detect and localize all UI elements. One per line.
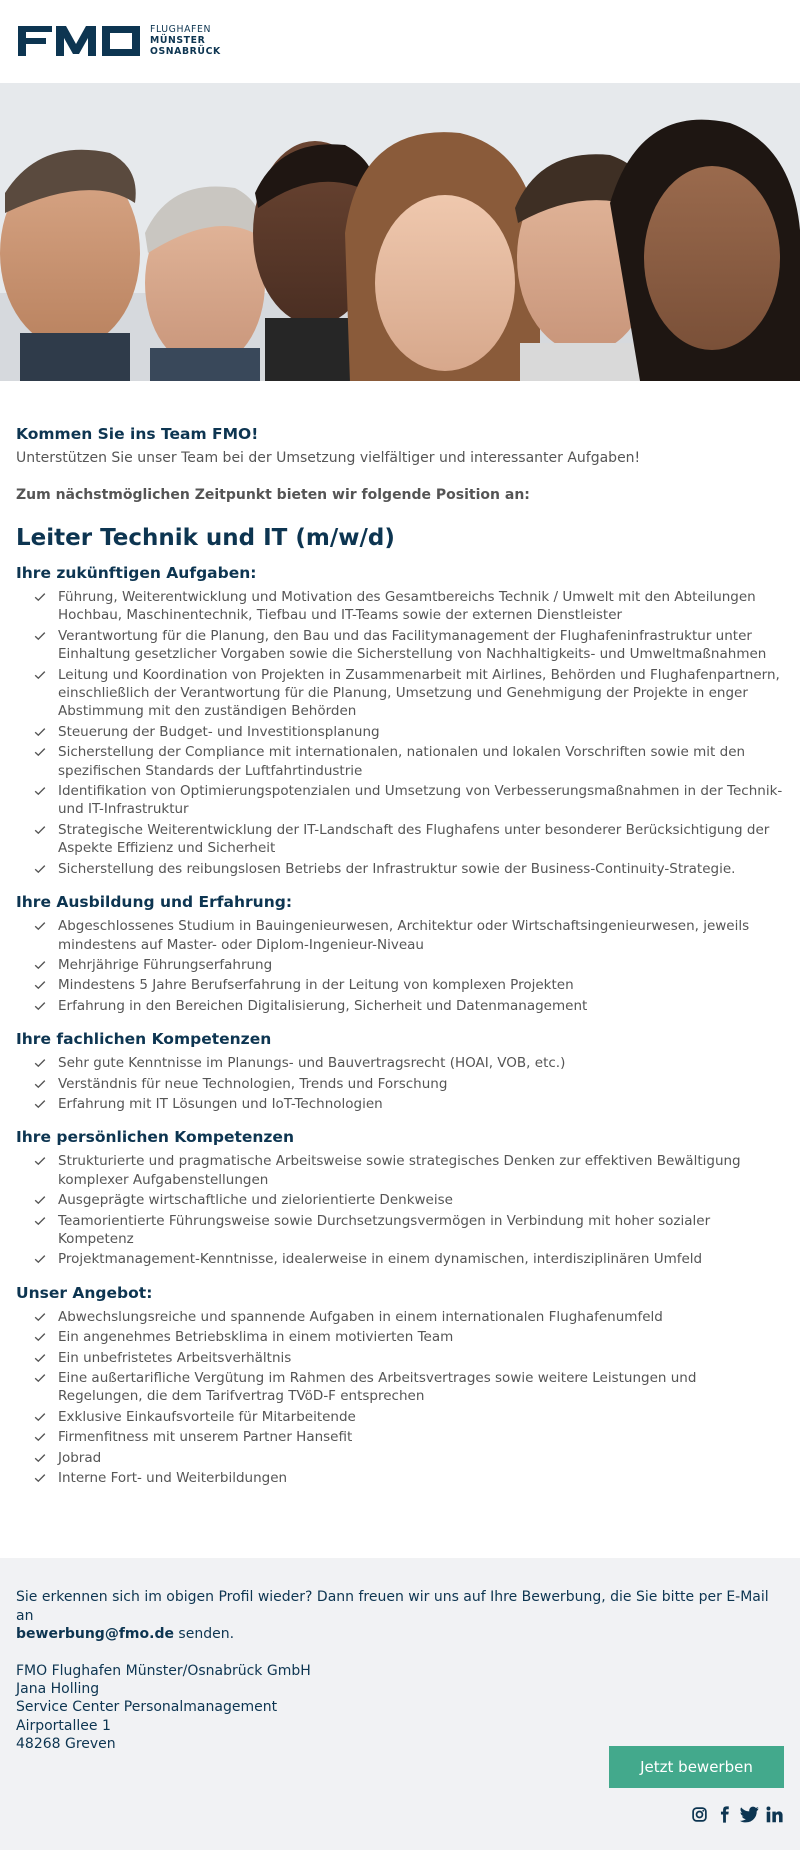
list-item: [16, 956, 786, 974]
check-icon: [34, 668, 46, 680]
logo-text: [150, 24, 221, 57]
check-icon: [34, 1154, 46, 1166]
list-item-text: Identifikation von Optimierungspotenzialen und Umsetzung von Verbesserungsmaßnahmen in der Technik- und IT-Infrastruktur: [58, 783, 783, 818]
check-icon: [34, 1097, 46, 1109]
list-item: [16, 1250, 786, 1268]
list-item: [16, 1152, 786, 1189]
check-icon: [34, 823, 46, 835]
list-item-text: Sicherstellung der Compliance mit internationalen, nationalen und lokalen Vorschriften sowie mit den spezifischen Standards der Luftfahrtindustrie: [58, 744, 746, 779]
list-item-text: Ein unbefristetes Arbeitsverhältnis: [58, 1349, 292, 1366]
list-item-text: Ausgeprägte wirtschaftliche und zielorientierte Denkweise: [58, 1192, 453, 1209]
check-icon: [34, 629, 46, 641]
section-title: Ihre fachlichen Kompetenzen: [16, 1030, 272, 1049]
list-item-text: Leitung und Koordination von Projekten in Zusammenarbeit mit Airlines, Behörden und Flughafenpartnern, einschließlich der Verantwortung für die Planung, Umsetzung und Genehmigung der Projekte in enger Abstimmung mit den zuständigen Behörden: [58, 666, 780, 720]
facebook-icon[interactable]: [715, 1805, 734, 1824]
list-item: [16, 743, 786, 780]
list-item: [16, 627, 786, 664]
list-item: [16, 1369, 786, 1406]
list-item-text: Sicherstellung des reibungslosen Betriebs der Infrastruktur sowie der Business-Continuity-Strategie.: [58, 860, 736, 877]
list-item: [16, 1349, 786, 1367]
list-item-text: Verantwortung für die Planung, den Bau und das Facilitymanagement der Flughafeninfrastruktur unter Einhaltung gesetzlicher Vorgaben sowie die Sicherstellung von Nachhaltigkeits- und Umweltmaßnahmen: [58, 627, 767, 663]
list-item: [16, 860, 786, 878]
intro-text: Unterstützen Sie unser Team bei der Umsetzung vielfältiger und interessanter Aufgaben!: [16, 450, 641, 466]
list-item-text: Ein angenehmes Betriebsklima in einem motivierten Team: [58, 1329, 454, 1346]
check-icon: [34, 590, 46, 602]
check-icon: [34, 919, 46, 931]
list-item-text: Eine außertarifliche Vergütung im Rahmen des Arbeitsvertrages sowie weitere Leistungen und Regelungen, die dem Tarifvertrag TVöD-F entsprechen: [58, 1370, 697, 1405]
address-block: [16, 1662, 786, 1754]
list-item: [16, 1095, 786, 1113]
check-icon: [34, 1193, 46, 1205]
section-list: [16, 1152, 786, 1268]
list-item: [16, 782, 786, 819]
check-icon: [34, 1056, 46, 1068]
list-item-text: Steuerung der Budget- und Investitionsplanung: [58, 723, 380, 740]
sections-container: [16, 563, 786, 1487]
check-icon: [34, 1310, 46, 1322]
section-list: [16, 1308, 786, 1488]
address-person: Jana Holling: [16, 1680, 100, 1697]
list-item-text: Abwechslungsreiche und spannende Aufgaben in einem internationalen Flughafenumfeld: [58, 1308, 663, 1325]
address-street: Airportallee 1: [16, 1717, 111, 1734]
section-title: Ihre Ausbildung und Erfahrung:: [16, 893, 293, 912]
section-list: [16, 1054, 786, 1113]
list-item-text: Sehr gute Kenntnisse im Planungs- und Bauvertragsrecht (HOAI, VOB, etc.): [58, 1055, 566, 1072]
list-item: [16, 821, 786, 858]
check-icon: [34, 1330, 46, 1342]
intro-title: Kommen Sie ins Team FMO!: [16, 425, 259, 443]
check-icon: [34, 1077, 46, 1089]
check-icon: [34, 1410, 46, 1422]
twitter-icon[interactable]: [740, 1805, 759, 1824]
hero-people-illustration: [0, 83, 800, 381]
list-item: [16, 997, 786, 1015]
list-item-text: Abgeschlossenes Studium in Bauingenieurwesen, Architektur oder Wirtschaftsingenieurwesen, jeweils mindestens auf Master- oder Diplom-Ingenieur-Niveau: [58, 918, 750, 953]
address-department: Service Center Personalmanagement: [16, 1699, 278, 1716]
address-city: 48268 Greven: [16, 1736, 116, 1753]
list-item: [16, 1449, 786, 1467]
check-icon: [34, 1430, 46, 1442]
list-item-text: Strategische Weiterentwicklung der IT-Landschaft des Flughafens unter besonderer Berücksichtigung der Aspekte Effizienz und Sicherheit: [58, 821, 770, 857]
contact-text: Sie erkennen sich im obigen Profil wieder? Dann freuen wir uns auf Ihre Bewerbung, die Sie bitte per E-Mail an: [16, 1589, 769, 1624]
check-icon: [34, 999, 46, 1011]
list-item: [16, 1328, 786, 1346]
main-content: [16, 424, 786, 1489]
fmo-logo[interactable]: [16, 22, 221, 58]
check-icon: [34, 1371, 46, 1383]
instagram-icon[interactable]: [690, 1805, 709, 1824]
list-item-text: Verständnis für neue Technologien, Trends und Forschung: [58, 1075, 448, 1092]
check-icon: [34, 862, 46, 874]
list-item-text: Exklusive Einkaufsvorteile für Mitarbeitende: [58, 1408, 356, 1425]
check-icon: [34, 725, 46, 737]
linkedin-icon[interactable]: [765, 1805, 784, 1824]
fmo-logo-mark: [16, 22, 142, 58]
email-link[interactable]: bewerbung@fmo.de: [16, 1626, 174, 1642]
section-title: Ihre persönlichen Kompetenzen: [16, 1128, 294, 1147]
list-item: [16, 976, 786, 994]
apply-button[interactable]: Jetzt bewerben: [609, 1746, 784, 1788]
list-item: [16, 666, 786, 721]
contact-paragraph: [16, 1588, 786, 1644]
hero-image: [0, 83, 800, 381]
list-item: [16, 588, 786, 625]
list-item-text: Mehrjährige Führungserfahrung: [58, 956, 273, 973]
list-item: [16, 1191, 786, 1209]
list-item-text: Interne Fort- und Weiterbildungen: [58, 1470, 288, 1487]
check-icon: [34, 1471, 46, 1483]
check-icon: [34, 1351, 46, 1363]
list-item: [16, 723, 786, 741]
section-list: [16, 588, 786, 878]
contact-text-block: [16, 1588, 786, 1754]
address-company: FMO Flughafen Münster/Osnabrück GmbH: [16, 1662, 311, 1679]
list-item: [16, 1075, 786, 1093]
section-list: [16, 917, 786, 1015]
job-title: Leiter Technik und IT (m/w/d): [16, 525, 395, 551]
check-icon: [34, 784, 46, 796]
list-item-text: Führung, Weiterentwicklung und Motivation des Gesamtbereichs Technik / Umwelt mit den Abteilungen Hochbau, Maschinentechnik, Tiefbau und IT-Teams sowie der externen Dienstleister: [58, 589, 756, 624]
list-item-text: Jobrad: [58, 1449, 102, 1466]
check-icon: [34, 1214, 46, 1226]
list-item: [16, 1308, 786, 1326]
check-icon: [34, 978, 46, 990]
contact-section: [0, 1558, 800, 1850]
list-item: [16, 1212, 786, 1249]
list-item: [16, 1054, 786, 1072]
list-item-text: Teamorientierte Führungsweise sowie Durchsetzungsvermögen in Verbindung mit hoher sozialer Kompetenz: [58, 1212, 711, 1247]
list-item-text: Strukturierte und pragmatische Arbeitsweise sowie strategisches Denken zur effektiven Bewältigung komplexer Aufgabenstellungen: [58, 1153, 741, 1188]
position-intro: Zum nächstmöglichen Zeitpunkt bieten wir folgende Position an:: [16, 487, 530, 503]
section-title: Unser Angebot:: [16, 1283, 153, 1302]
logo-line-2: MÜNSTER: [150, 34, 206, 46]
section-title: Ihre zukünftigen Aufgaben:: [16, 564, 257, 582]
check-icon: [34, 745, 46, 757]
header: [0, 0, 800, 83]
logo-line-1: FLUGHAFEN: [150, 23, 211, 35]
list-item: [16, 1469, 786, 1487]
social-links: [690, 1805, 784, 1824]
list-item-text: Mindestens 5 Jahre Berufserfahrung in der Leitung von komplexen Projekten: [58, 977, 574, 994]
logo-line-3: OSNABRÜCK: [150, 45, 221, 57]
list-item-text: Projektmanagement-Kenntnisse, idealerweise in einem dynamischen, interdisziplinären Umfeld: [58, 1251, 703, 1268]
list-item-text: Firmenfitness mit unserem Partner Hansefit: [58, 1429, 353, 1446]
list-item: [16, 1408, 786, 1426]
check-icon: [34, 958, 46, 970]
list-item: [16, 1428, 786, 1446]
list-item-text: Erfahrung in den Bereichen Digitalisierung, Sicherheit und Datenmanagement: [58, 997, 588, 1014]
list-item: [16, 917, 786, 954]
list-item-text: Erfahrung mit IT Lösungen und IoT-Technologien: [58, 1095, 383, 1112]
check-icon: [34, 1451, 46, 1463]
contact-text-after: senden.: [173, 1626, 235, 1642]
check-icon: [34, 1252, 46, 1264]
